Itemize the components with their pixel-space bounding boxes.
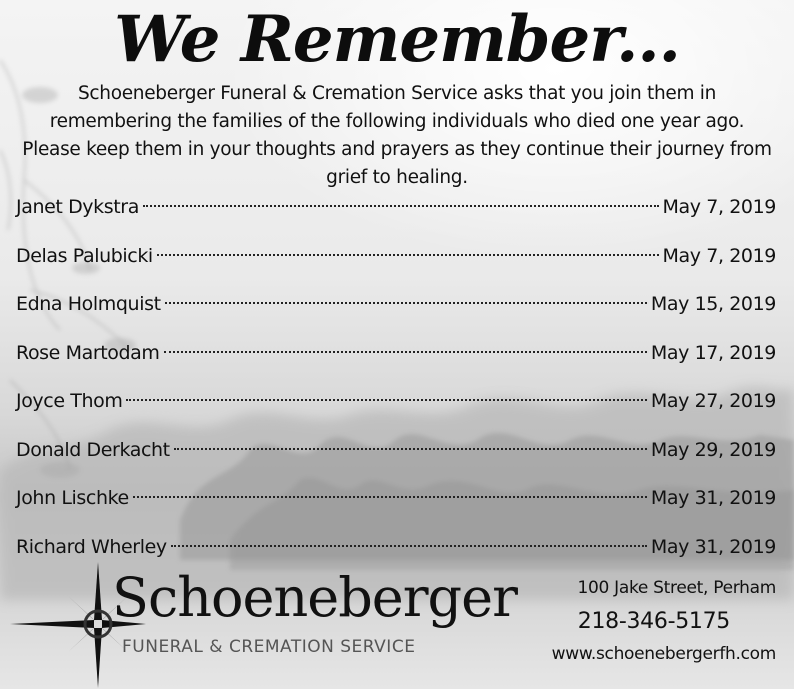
list-item [16,239,776,288]
list-item [16,190,776,239]
entry-name: Delas Palubicki [16,244,153,267]
dot-leader [171,545,647,547]
brand-tagline: FUNERAL & CREMATION SERVICE [122,637,416,657]
dot-leader [126,399,646,401]
entry-date: May 27, 2019 [650,390,776,412]
entry-date: May 29, 2019 [650,438,776,461]
entry-date: May 15, 2019 [650,293,776,315]
brand-name: Schoeneberger [112,566,517,629]
entry-name: John Lischke [16,487,129,509]
entry-date: May 7, 2019 [662,196,776,218]
list-item [16,433,776,482]
entry-date: May 31, 2019 [650,535,776,558]
dot-leader [157,254,659,256]
list-item [16,336,776,385]
phone-number[interactable]: 218-346-5175 [577,609,730,634]
list-item [16,384,776,433]
dot-leader [133,496,647,498]
dot-leader [165,302,647,304]
entry-name: Edna Holmquist [16,293,161,315]
list-item [16,481,776,530]
dot-leader [143,205,659,207]
address: 100 Jake Street, Perham [577,578,776,598]
website-link[interactable]: www.schoenebergerfh.com [551,644,776,664]
dot-leader [164,351,647,353]
entry-date: May 31, 2019 [650,487,776,509]
entry-date: May 17, 2019 [650,341,776,364]
entry-name: Joyce Thom [16,390,123,412]
entry-name: Donald Derkacht [16,438,170,461]
contact-info [516,574,776,666]
remembrance-list [16,190,776,578]
entry-date: May 7, 2019 [662,244,776,267]
list-item [16,287,776,336]
intro-paragraph: Schoeneberger Funeral & Cremation Service asks that you join them in remembering the families of the following individuals who died one year ago. Please keep them in your thoughts and prayers as they continue their journey from grief to healing. [22,83,772,188]
headline: We Remember... [114,2,680,77]
footer [0,560,794,689]
dot-leader [174,448,647,450]
entry-name: Rose Martodam [16,341,160,364]
entry-name: Richard Wherley [16,535,167,558]
entry-name: Janet Dykstra [16,196,139,218]
